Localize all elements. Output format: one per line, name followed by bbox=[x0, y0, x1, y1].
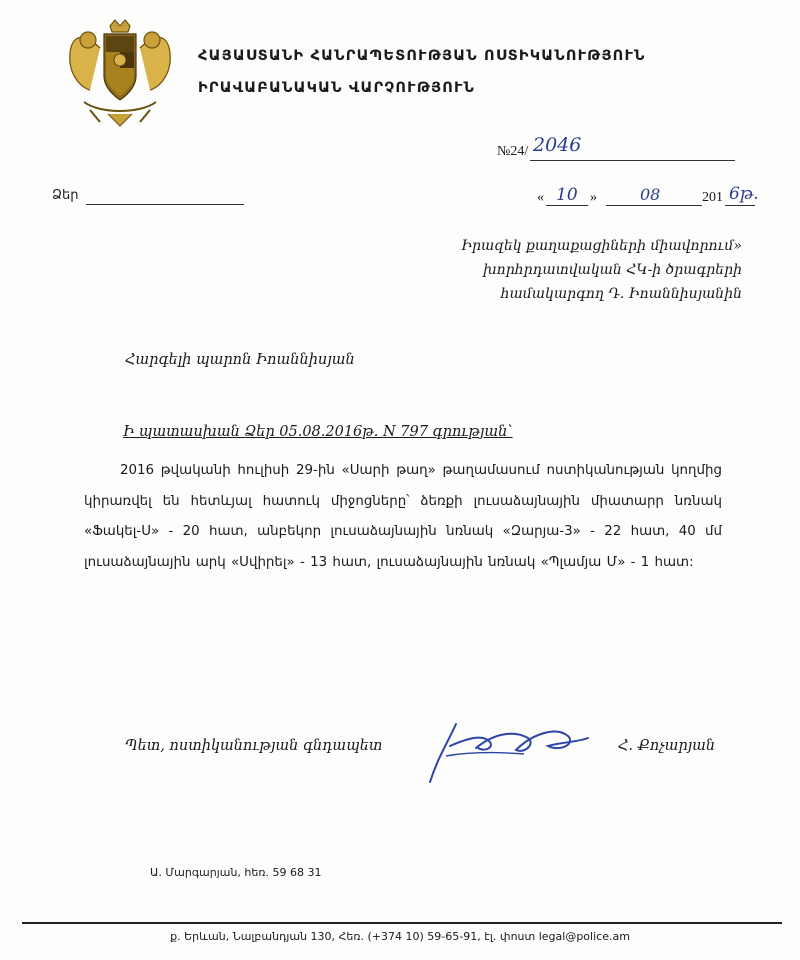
date-month-underline bbox=[606, 205, 702, 206]
addressee-block bbox=[461, 234, 742, 306]
your-reference-label: Ձեր bbox=[52, 188, 79, 203]
date-open-quote: « bbox=[537, 190, 544, 205]
signatory-title: Պետ, ոստիկանության գնդապետ bbox=[125, 738, 383, 754]
handwritten-signature bbox=[428, 712, 598, 787]
date-year-underline bbox=[725, 205, 755, 206]
salutation: Հարգելի պարոն Իոաննիսյան bbox=[125, 352, 355, 368]
ministry-title: ՀԱՅԱՍՏԱՆԻ ՀԱՆՐԱՊԵՏՈՒԹՅԱՆ ՈՍՏԻԿԱՆՈՒԹՅՈՒՆ bbox=[198, 48, 646, 64]
coat-of-arms-emblem bbox=[60, 18, 180, 130]
footer-divider bbox=[22, 922, 782, 924]
date-close-quote: » bbox=[590, 190, 597, 205]
addressee-line-3: համակարգող Դ. Իոաննիսյանին bbox=[500, 286, 742, 302]
date-month-handwritten: 08 bbox=[640, 185, 661, 204]
reply-reference: Ի պատասխան Ձեր 05.08.2016թ. N 797 գրության՝ bbox=[123, 424, 513, 440]
number-underline bbox=[530, 160, 735, 161]
date-year-prefix: 201 bbox=[702, 190, 723, 205]
footer-address: ք. Երևան, Նալբանդյան 130, Հեռ. (+374 10) 59-65-91, էլ. փոստ legal@police.am bbox=[170, 930, 630, 943]
executor-contact: Ա. Մարգարյան, հեռ. 59 68 31 bbox=[150, 866, 322, 879]
department-title: ԻՐԱՎԱԲԱՆԱԿԱՆ ՎԱՐՉՈՒԹՅՈՒՆ bbox=[198, 80, 476, 96]
date-year-suffix-handwritten: 6թ. bbox=[729, 184, 759, 204]
your-reference-underline bbox=[86, 204, 244, 205]
signatory-name: Հ. Քոչարյան bbox=[618, 738, 716, 754]
outgoing-number-handwritten: 2046 bbox=[533, 134, 582, 156]
addressee-line-2: խորհրդատվական ՀԿ-ի ծրագրերի bbox=[483, 262, 742, 278]
addressee-line-1: Իրազեկ քաղաքացիների միավորում» bbox=[461, 238, 742, 254]
outgoing-number-label: №24/ bbox=[497, 144, 529, 159]
letter-body: 2016 թվականի հուլիսի 29-ին «Սարի թաղ» թաղամասում ոստիկանության կողմից կիրառվել են հետևյալ հատուկ միջոցները՝ ձեռքի լուսաձայնային միատարր նռնակ «Ֆակել-Ս» - 20 հատ, անբեկոր լուսաձայնային նռնակ «Զարյա-3» - 22 հատ, 40 մմ լուսաձայնային արկ «Սվիրել» - 13 հատ, լուսաձայնային նռնակ «Պլամյա Մ» - 1 հատ: bbox=[84, 463, 722, 570]
date-day-handwritten: 10 bbox=[556, 185, 578, 205]
date-day-underline bbox=[546, 205, 588, 206]
